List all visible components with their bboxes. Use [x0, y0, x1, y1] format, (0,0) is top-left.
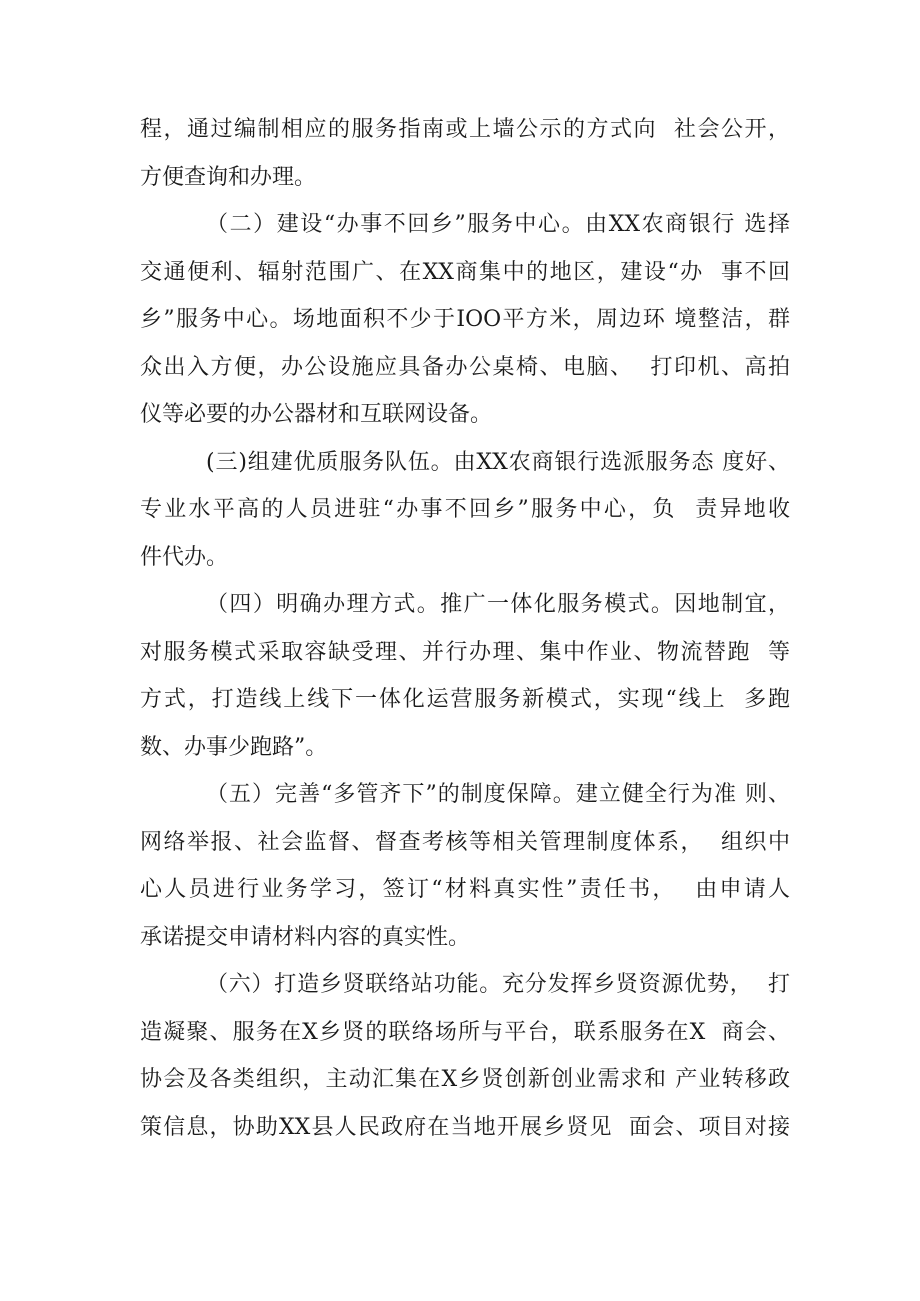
text-line: 乡”服务中心。场地面积不少于IOO平方米，周边环 境整洁，群: [140, 307, 790, 332]
text-line: 件代办。: [140, 544, 229, 570]
paragraph-2-heading-line: （二）建设“办事不回乡”服务中心。由XX农商银行 选择: [206, 212, 790, 237]
paragraph-3-heading-line: (三)组建优质服务队伍。由XX农商银行选派服务态 度好、: [206, 449, 790, 475]
text-line: 仪等必要的办公器材和互联网设备。: [140, 402, 493, 427]
text-line: 方式，打造线上线下一体化运营服务新模式，实现“线上 多跑: [140, 687, 790, 712]
paragraph-4-heading-line: （四）明确办理方式。推广一体化服务模式。因地制宜，: [206, 592, 790, 617]
text-line: 策信息，协助XX县人民政府在当地开展乡贤见 面会、项目对接: [140, 1114, 790, 1140]
text-line: 心人员进行业务学习，签订“材料真实性”责任书， 由申请人: [140, 877, 790, 902]
text-line: 众出入方便，办公设施应具备办公桌椅、电脑、 打印机、高拍: [140, 354, 790, 380]
text-line: 专业水平高的人员进驻“办事不回乡”服务中心，负 责异地收: [140, 497, 790, 522]
paragraph-5-heading-line: （五）完善“多管齐下”的制度保障。建立健全行为准 则、: [206, 782, 790, 807]
document-body: [140, 106, 790, 1151]
text-line: 数、办事少跑路”。: [140, 734, 328, 760]
text-line: 交通便利、辐射范围广、在XX商集中的地区，建设“办 事不回: [140, 259, 790, 285]
text-line: 对服务模式采取容缺受理、并行办理、集中作业、物流替跑 等: [140, 639, 790, 665]
paragraph-6-heading-line: （六）打造乡贤联络站功能。充分发挥乡贤资源优势， 打: [206, 972, 790, 997]
text-line: 承诺提交申请材料内容的真实性。: [140, 924, 471, 950]
text-line: 方便查询和办理。: [140, 164, 317, 190]
text-line: 协会及各类组织，主动汇集在X乡贤创新创业需求和 产业转移政: [140, 1067, 790, 1092]
text-line: 造凝聚、服务在X乡贤的联络场所与平台，联系服务在X 商会、: [140, 1019, 790, 1045]
text-line: 网络举报、社会监督、督查考核等相关管理制度体系， 组织中: [140, 829, 790, 855]
text-line: 程，通过编制相应的服务指南或上墙公示的方式向 社会公开，: [140, 117, 790, 142]
